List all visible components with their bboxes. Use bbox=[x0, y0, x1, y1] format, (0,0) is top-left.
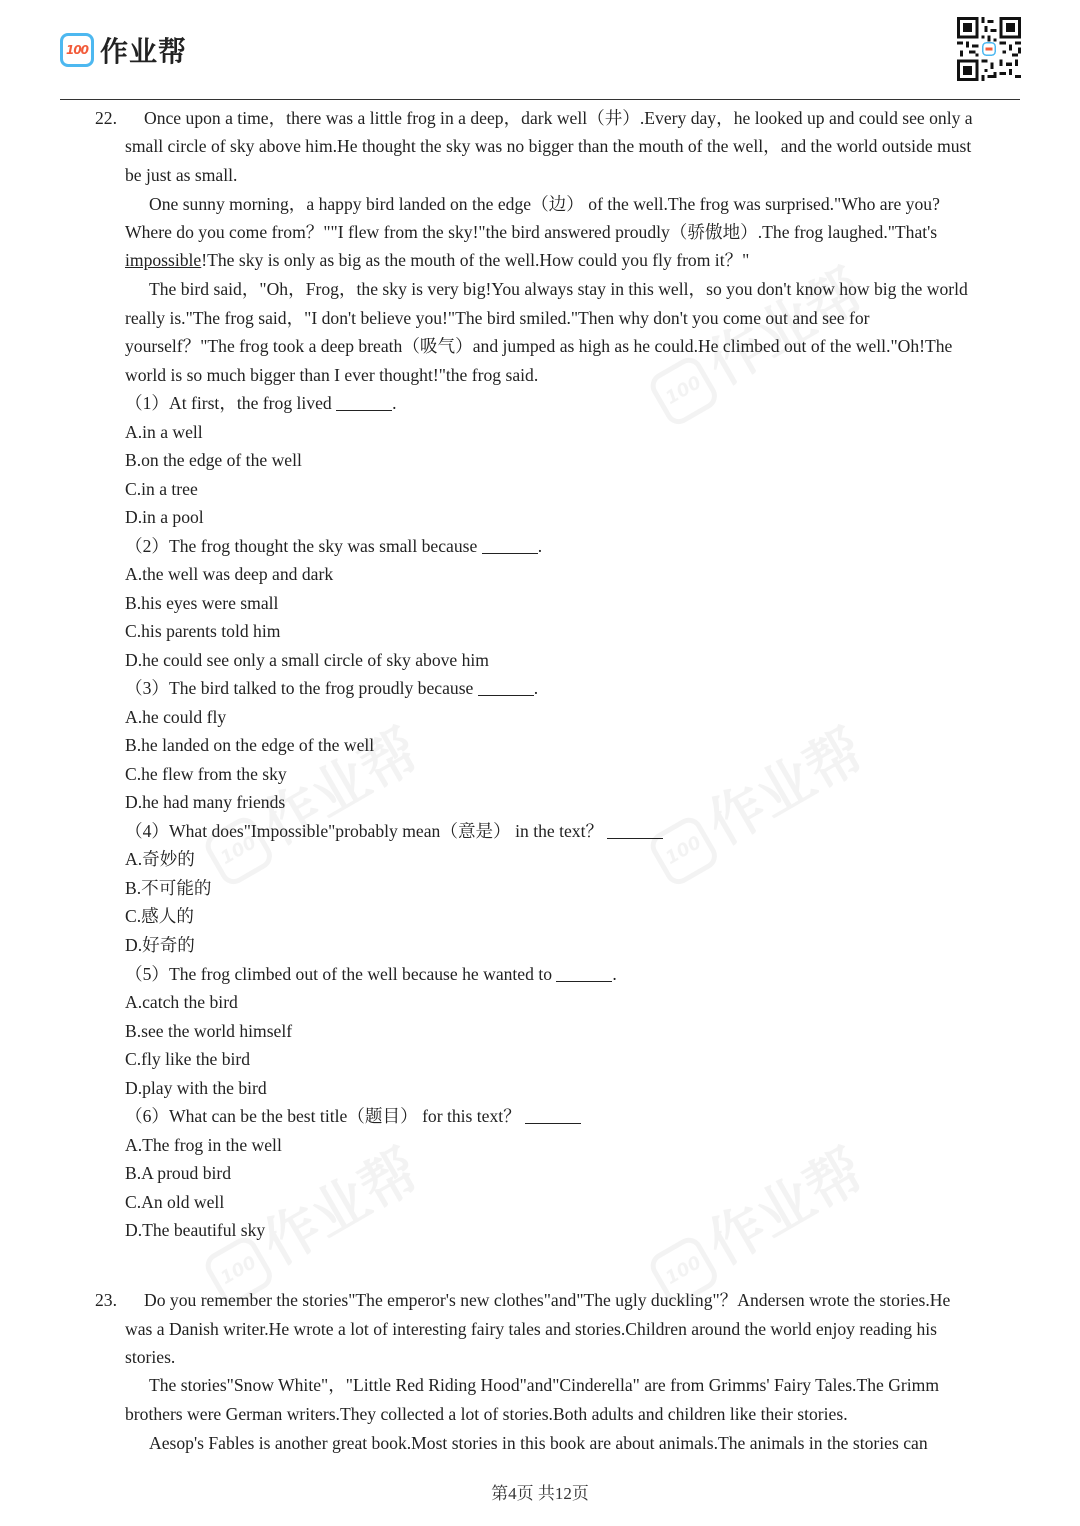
answer-option[interactable]: A.the well was deep and dark bbox=[125, 564, 334, 584]
answer-option[interactable]: B.see the world himself bbox=[125, 1021, 293, 1041]
passage-line: stories. bbox=[125, 1347, 176, 1367]
answer-option[interactable]: D.play with the bird bbox=[125, 1078, 267, 1098]
sub-question: （6）What can be the best title（题目） for this text？ bbox=[125, 1102, 581, 1130]
answer-option[interactable]: A.The frog in the well bbox=[125, 1135, 282, 1155]
answer-option[interactable]: A.in a well bbox=[125, 422, 203, 442]
sub-question: （4）What does"Impossible"probably mean（意是） in the text？ bbox=[125, 817, 663, 845]
watermark bbox=[636, 1127, 877, 1312]
answer-option[interactable]: D.he had many friends bbox=[125, 792, 286, 812]
answer-option[interactable]: B.his eyes were small bbox=[125, 593, 279, 613]
page-footer: 第4页 共12页 bbox=[491, 1484, 589, 1503]
answer-option[interactable]: D.in a pool bbox=[125, 507, 204, 527]
answer-option[interactable]: D.he could see only a small circle of sky above him bbox=[125, 650, 489, 670]
answer-option[interactable]: C.in a tree bbox=[125, 479, 198, 499]
answer-option[interactable]: B.on the edge of the well bbox=[125, 450, 302, 470]
sub-question: （3）The bird talked to the frog proudly because . bbox=[125, 678, 539, 698]
passage-line: The bird said，"Oh，Frog，the sky is very big!You always stay in this well，so you don't know how big the world bbox=[149, 279, 968, 299]
answer-option[interactable]: D.The beautiful sky bbox=[125, 1220, 266, 1240]
logo-badge-text: 100 bbox=[65, 43, 89, 57]
underlined-word: impossible bbox=[125, 250, 202, 270]
answer-option[interactable]: A.奇妙的 bbox=[125, 849, 195, 869]
answer-option[interactable]: A.catch the bird bbox=[125, 992, 238, 1012]
answer-option[interactable]: C.An old well bbox=[125, 1192, 225, 1212]
sub-question: （5）The frog climbed out of the well because he wanted to . bbox=[125, 964, 617, 984]
answer-option[interactable]: C.fly like the bird bbox=[125, 1049, 251, 1069]
passage-line: small circle of sky above him.He thought the sky was no bigger than the mouth of the well，and the world outside must bbox=[125, 136, 972, 156]
passage-line: Aesop's Fables is another great book.Most stories in this book are about animals.The animals in the stories can bbox=[149, 1433, 928, 1453]
answer-option[interactable]: D.好奇的 bbox=[125, 935, 195, 955]
passage-line: be just as small. bbox=[125, 165, 238, 185]
passage-line: One sunny morning，a happy bird landed on the edge（边） of the well.The frog was surprised."Who are you? bbox=[149, 194, 940, 214]
answer-option[interactable]: C.感人的 bbox=[125, 906, 194, 926]
passage-line: really is."The frog said，"I don't believe you!"The bird smiled."Then why don't you come out and see for bbox=[125, 308, 870, 328]
passage-line: yourself？"The frog took a deep breath（吸气）and jumped as high as he could.He climbed out of the well."Oh!The bbox=[125, 336, 953, 356]
passage-line: Once upon a time，there was a little frog in a deep，dark well（井）.Every day，he looked up and could see only a bbox=[144, 108, 973, 128]
sub-question: （1）At first，the frog lived . bbox=[125, 393, 397, 413]
passage-line bbox=[125, 246, 749, 274]
passage-line: brothers were German writers.They collected a lot of stories.Both adults and children like their stories. bbox=[125, 1404, 848, 1424]
watermark bbox=[636, 707, 877, 892]
passage-line-rest: !The sky is only as big as the mouth of the well.How could you fly from it？" bbox=[201, 250, 750, 270]
answer-option[interactable]: B.不可能的 bbox=[125, 878, 212, 898]
passage-line: Do you remember the stories"The emperor's new clothes"and"The ugly duckling"？Andersen wrote the stories.He bbox=[144, 1290, 951, 1310]
logo-badge-icon bbox=[60, 33, 94, 67]
answer-option[interactable]: B.A proud bird bbox=[125, 1163, 232, 1183]
answer-option[interactable]: A.he could fly bbox=[125, 707, 227, 727]
page-header bbox=[0, 0, 1080, 100]
question-number: 23. bbox=[95, 1290, 117, 1310]
logo-text: 作业帮 bbox=[100, 35, 188, 68]
passage-line: was a Danish writer.He wrote a lot of interesting fairy tales and stories.Children around the world enjoy reading his bbox=[125, 1319, 938, 1339]
answer-option[interactable]: B.he landed on the edge of the well bbox=[125, 735, 375, 755]
qr-code-icon bbox=[957, 17, 1021, 81]
brand-logo bbox=[60, 30, 187, 70]
sub-question: （2）The frog thought the sky was small because . bbox=[125, 536, 543, 556]
answer-option[interactable]: C.his parents told him bbox=[125, 621, 281, 641]
passage-line: Where do you come from？""I flew from the sky!"the bird answered proudly（骄傲地）.The frog laughed."That's bbox=[125, 222, 938, 242]
header-divider bbox=[60, 99, 1020, 100]
answer-option[interactable]: C.he flew from the sky bbox=[125, 764, 287, 784]
passage-line: world is so much bigger than I ever thought!"the frog said. bbox=[125, 365, 539, 385]
question-number: 22. bbox=[95, 108, 117, 128]
passage-line: The stories"Snow White"，"Little Red Riding Hood"and"Cinderella" are from Grimms' Fairy Tales.The Grimm bbox=[149, 1375, 940, 1395]
